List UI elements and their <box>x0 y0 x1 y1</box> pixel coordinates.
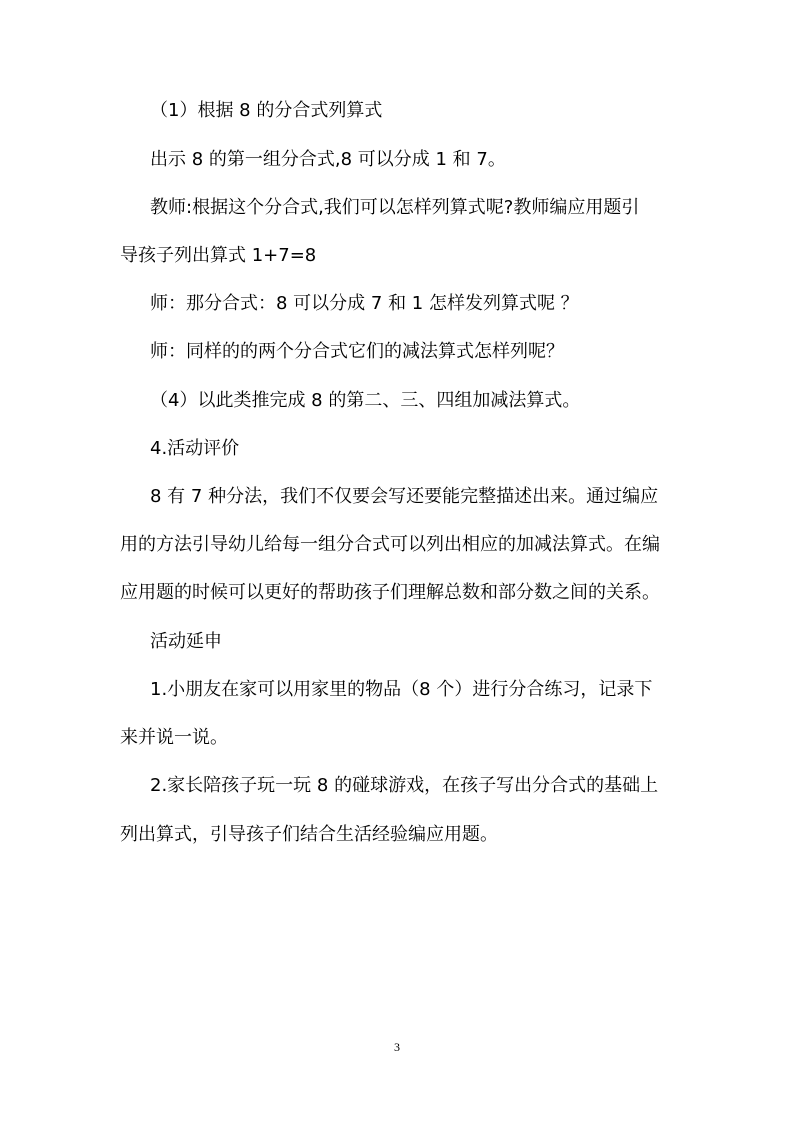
paragraph-line: 应用题的时候可以更好的帮助孩子们理解总数和部分数之间的关系。 <box>120 582 660 603</box>
paragraph-line: （4）以此类推完成 8 的第二、三、四组加减法算式。 <box>150 390 581 411</box>
paragraph-line: 8 有 7 种分法，我们不仅要会写还要能完整描述出来。通过编应 <box>150 486 659 507</box>
paragraph-line: 师：那分合式：8 可以分成 7 和 1 怎样发列算式呢 ？ <box>150 293 579 314</box>
paragraph-line: 教师:根据这个分合式,我们可以怎样列算式呢?教师编应用题引 <box>150 197 640 218</box>
section-heading-extension: 活动延申 <box>150 631 222 652</box>
page-number: 3 <box>394 1040 400 1054</box>
paragraph-line: 来并说一说。 <box>120 727 228 748</box>
paragraph-line: 导孩子列出算式 1+7=8 <box>120 245 317 266</box>
paragraph-line: 2.家长陪孩子玩一玩 8 的碰球游戏，在孩子写出分合式的基础上 <box>150 775 659 796</box>
paragraph-line: 师：同样的的两个分合式它们的减法算式怎样列呢？ <box>150 341 564 362</box>
paragraph-line: 列出算式，引导孩子们结合生活经验编应用题。 <box>120 824 498 845</box>
paragraph-line: 1.小朋友在家可以用家里的物品（8 个）进行分合练习，记录下 <box>150 679 653 700</box>
paragraph-line: 用的方法引导幼儿给每一组分合式可以列出相应的加减法算式。在编 <box>120 534 660 555</box>
step-heading-1: （1）根据 8 的分合式列算式 <box>150 100 383 121</box>
section-heading-evaluation: 4.活动评价 <box>150 438 240 459</box>
paragraph-line: 出示 8 的第一组分合式,8 可以分成 1 和 7。 <box>150 149 506 170</box>
